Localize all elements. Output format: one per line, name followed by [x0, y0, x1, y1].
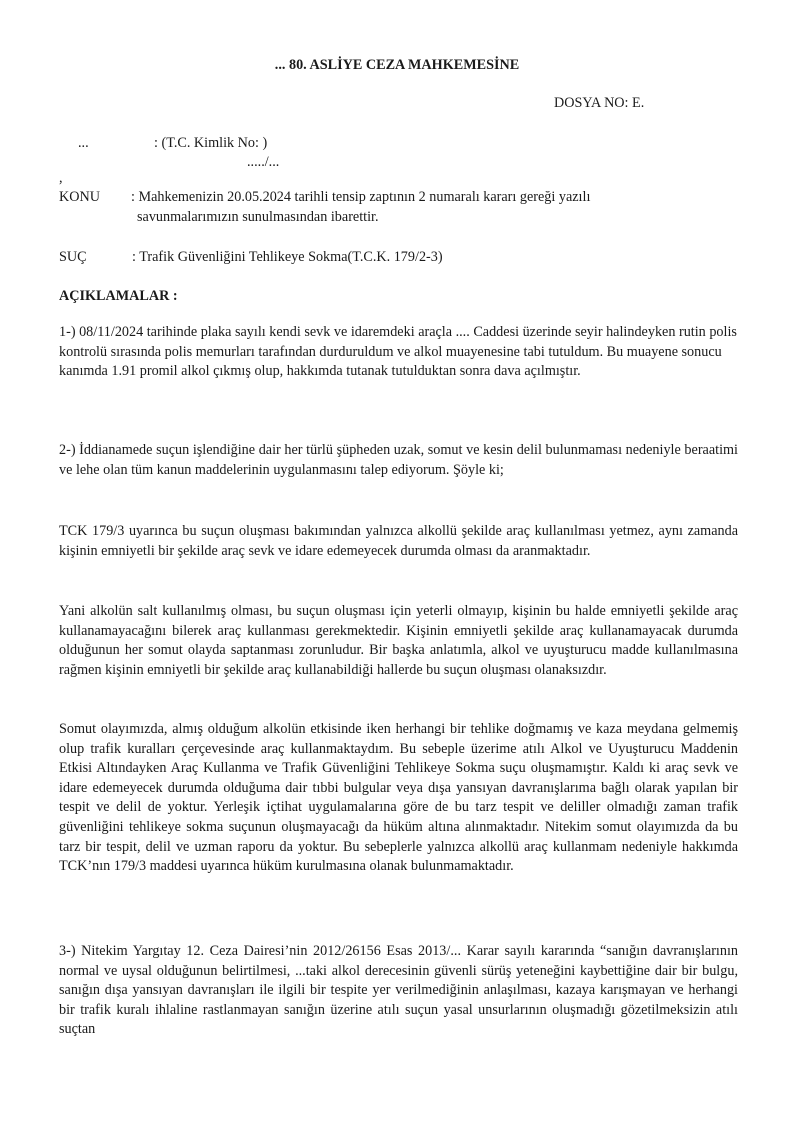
crime-text: : Trafik Güvenliğini Tehlikeye Sokma(T.C.K. 179/2-3)	[132, 249, 443, 265]
file-number: DOSYA NO: E.	[554, 95, 645, 111]
explanations-heading: AÇIKLAMALAR :	[59, 288, 178, 304]
tc-id-number: : (T.C. Kimlik No: )	[154, 135, 268, 151]
subject-line-2: savunmalarımızın sunulmasından ibarettir.	[137, 209, 379, 225]
paragraph-2: 2-) İddianamede suçun işlendiğine dair her türlü şüpheden uzak, somut ve kesin delil bulunmaması nedeniyle beraatimi ve lehe olan tüm kanun maddelerinin uygulanmasını talep ediyorum. Şöyle ki;	[59, 442, 738, 478]
subject-line-1: : Mahkemenizin 20.05.2024 tarihli tensip zaptının 2 numaralı kararı gereği yazılı	[131, 189, 591, 205]
court-title: ... 80. ASLİYE CEZA MAHKEMESİNE	[274, 57, 520, 73]
party-name-placeholder: ...	[78, 135, 89, 151]
crime-label: SUÇ	[59, 249, 87, 265]
paragraph-6: 3-) Nitekim Yargıtay 12. Ceza Dairesi’nin 2012/26156 Esas 2013/... Karar sayılı kararında “sanığın davranışlarının normal ve uysal olduğunun belirtilmesi, ...taki alkol derecesinin güvenli sürüş yeteneğini kaybettiğine dair bir bulgu, sanığın dışa yansıyan davranışları ile ilgili bir tespite yer verilmediğinin anlaşılması, kazaya karışmayan ve herhangi bir trafik kuralı ihlaline rastlanmayan sanığın üzerine atılı suçun yasal unsurlarının oluşmadığı gözetilmeksizin atılı suçtan	[59, 943, 738, 1038]
paragraph-3: TCK 179/3 uyarınca bu suçun oluşması bakımından yalnızca alkollü şekilde araç kullanılması yetmez, aynı zamanda kişinin emniyetli bir şekilde araç sevk ve idare edemeyecek durumda olması da aranmaktadır.	[59, 523, 738, 559]
subject-label: KONU	[59, 189, 100, 205]
paragraph-1: 1-) 08/11/2024 tarihinde plaka sayılı kendi sevk ve idaremdeki araçla .... Caddesi üzerinde seyir halindeyken rutin polis kontrolü sırasında polis memurları tarafından durduruldum ve alkol muayenesine tabi tutuldum. Bu muayene sonucu kanımda 1.91 promil alkol çıkmış olup, hakkımda tutanak tutulduktan sonra dava açılmıştır.	[59, 324, 737, 380]
paragraph-4: Yani alkolün salt kullanılmış olması, bu suçun oluşması için yeterli olmayıp, kişinin bu halde emniyetli şekilde araç kullanamayacağını bilerek araç kullanması gerekmektedir. Kişinin emniyetli şekilde araç kullanamayacak durumda olduğunun her somut olayda saptanması zorunludur. Bir başka anlatımla, alkol ve uyuşturucu madde kullanılmasına rağmen kişinin emniyetli bir şekilde araç kullanabildiği hallerde bu suçun oluşması olanaksızdır.	[59, 603, 738, 678]
paragraph-5: Somut olayımızda, almış olduğum alkolün etkisinde iken herhangi bir tehlike doğmamış ve kaza meydana gelmemiş olup trafik kuralları çerçevesinde araç kullanmaktaydım. Bu sebeple üzerime atılı Alkol ve Uyuşturucu Maddenin Etkisi Altındayken Araç Kullanma ve Trafik Güvenliğini Tehlikeye Sokma suçu oluşmamıştır. Kaldı ki araç sevk ve idare edemeyecek durumda olduğuma dair tıbbi bulgular veya dışa yansıyan davranışlarıma bağlı olarak yapılan bir tespit ve delil de yoktur. Yerleşik içtihat uygulamalarına göre de bu tarz tespit ve deliller olmadığı zaman trafik güvenliğini tehlikeye sokma suçunun oluşmayacağı da hüküm altına alınmaktadır. Nitekim somut olayımızda da bu tarz bir tespit, delil ve uzman raporu da yoktur. Bu sebeplerle yalnızca alkollü araç kullanmam nedeniyle hakkımda TCK’nın 179/3 maddesi uyarınca hüküm kurulmasına olanak bulunmamaktadır.	[59, 721, 738, 875]
date-placeholder: ...../...	[247, 154, 280, 170]
stray-comma: ,	[59, 170, 63, 186]
